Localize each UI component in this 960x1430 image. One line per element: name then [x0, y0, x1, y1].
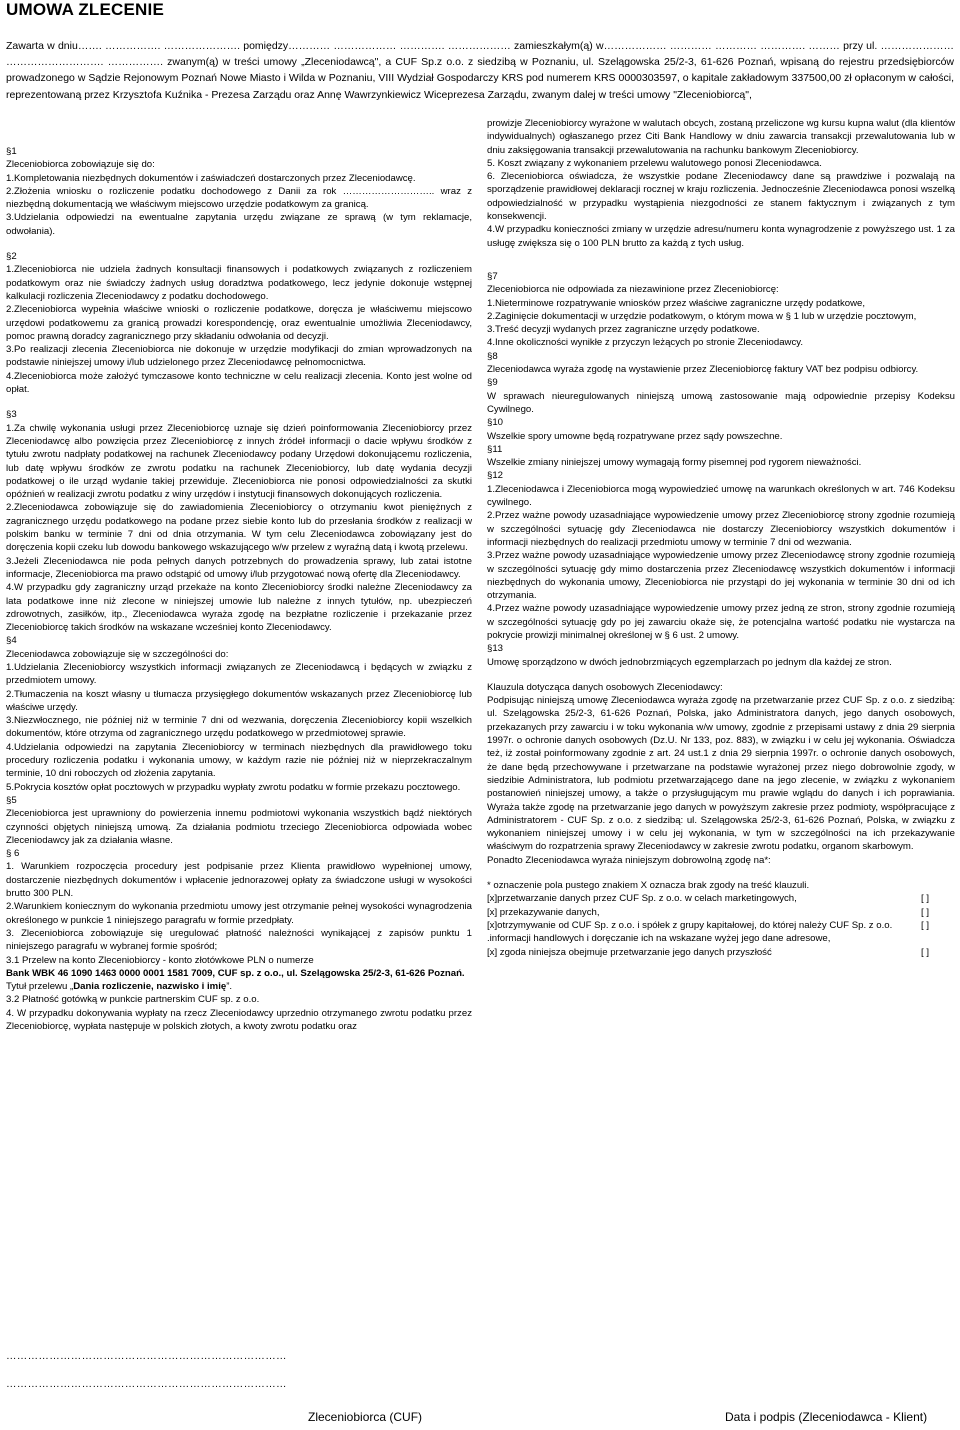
consent-note: * oznaczenie pola pustego znakiem X oznacza brak zgody na treść klauzuli.: [487, 880, 810, 892]
transfer-title-prefix: Tytuł przelewu „: [6, 981, 74, 993]
consent-label: [x]otrzymywanie od CUF Sp. z o.o. i spółek z grupy kapitałowej, do której należy CUF Sp. z o.o. .informacji handlowych i doręczanie ich na wskazane wyżej jego dane adresowe,: [487, 919, 893, 945]
section-heading-3: §3: [6, 409, 17, 421]
clause-text: Zleceniobiorca nie odpowiada za niezawinione przez Zleceniobiorcę:: [487, 284, 779, 296]
clause-text: 4.W przypadku konieczności zmiany w urzędzie adresu/numeru konta wynagrodzenie z powyższego ust. 1 za usługę zwiększa się o 100 PLN brutto za każdą z tych usług.: [487, 224, 955, 249]
clause-text: Umowę sporządzono w dwóch jednobrzmiących egzemplarzach po jednym dla każdej ze stron.: [487, 656, 892, 668]
clause-text: 3.Niezwłocznego, nie później niż w terminie 7 dni od wezwania, doręczenia Zleceniobiorcy kopii wszelkich dokumentów, które otrzyma od zagranicznego urzędu podatkowego w przedmiotowej sprawie.: [6, 715, 472, 740]
clause-text: 4.Przez ważne powody uzasadniające wypowiedzenie umowy przez jedną ze stron, strony zgodnie rozumieją w szczególności sytuację gdy po jej zawarciu okaże się, że potencjalna wartość podatku nie wystarcza na pokrycie prowizji minimalnej określonej w § 6 ust. 2 umowy.: [487, 603, 955, 641]
signature-label-contractor: Zleceniobiorca (CUF): [308, 1410, 423, 1424]
clause-text: 5. Koszt związany z wykonaniem przelewu walutowego ponosi Zleceniodawca.: [487, 157, 822, 169]
clause-text: 1.Nieterminowe rozpatrywanie wniosków przez właściwe zagraniczne urzędy podatkowe,: [487, 297, 866, 309]
clause-text: 4.Zleceniobiorca może założyć tymczasowe konto techniczne w celu realizacji zlecenia. Konto jest wolne od opłat.: [6, 370, 472, 396]
clause-text: Zleceniobiorca jest uprawniony do powierzenia innemu podmiotowi wykonania wszystkich bądź niektórych czynności objętych niniejszą umową. Za działania podmiotu trzeciego Zleceniobiorca odpowiada wobec Zleceniodawcy jak za działania własne.: [6, 808, 472, 846]
consent-checkbox[interactable]: [ ]: [921, 906, 929, 918]
clause-text: Zleceniobiorca zobowiązuje się do:: [6, 159, 155, 171]
privacy-clause-title: Klauzula dotycząca danych osobowych Zleceniodawcy:: [487, 681, 723, 693]
section-heading-11: §11: [487, 443, 503, 455]
clause-text: 2.Tłumaczenia na koszt własny u tłumacza przysięgłego dokumentów wskazanych przez Zleceniobiorcę lub właściwe urzędy.: [6, 688, 472, 713]
section-heading-10: §10: [487, 417, 504, 429]
transfer-title: [6, 980, 472, 993]
clause-text: 3.Po realizacji zlecenia Zleceniobiorca nie dokonuje w urzędzie modyfikacji do zmian wprowadzonych na podstawie niniejszej umowy i/lub udzielonego przez Zleceniodawcę pełnomocnictwa.: [6, 344, 472, 369]
section-heading-8: §8: [487, 350, 498, 362]
left-column: [6, 145, 472, 1033]
clause-text: W sprawach nieuregulowanych niniejszą umową zastosowanie mają odpowiednie przepisy Kodeksu Cywilnego.: [487, 390, 955, 415]
section-heading-12: §12: [487, 470, 504, 482]
consent-label: [x] zgoda niniejsza obejmuje przetwarzanie jego danych przyszłość: [487, 946, 772, 958]
clause-text: 4.Udzielania odpowiedzi na zapytania Zleceniobiorcy w terminach niezbędnych dla prawidłowego toku procedury rozliczenia podatku i wykonania umowy, w każdym razie nie później niż w nieprzekraczalnym terminie, 10 dni roboczych od złożenia zapytania.: [6, 741, 472, 780]
section-heading-4: §4: [6, 635, 17, 647]
consent-checkbox[interactable]: [ ]: [921, 946, 929, 958]
transfer-title-value: Dania rozliczenie, nazwisko i imię: [73, 981, 227, 993]
consent-intro: Ponadto Zleceniodawca wyraża niniejszym dobrowolną zgodę na*:: [487, 854, 771, 866]
consent-label: [x] przekazywanie danych,: [487, 906, 600, 918]
consent-item: [487, 906, 955, 919]
section-heading-7: §7: [487, 270, 498, 282]
right-column: [487, 117, 955, 959]
clause-text: 3.Udzielania odpowiedzi na ewentualne zapytania urzędu związane ze sprawą (w tym reklamacje, odwołania).: [6, 212, 472, 237]
document-title: UMOWA ZLECENIE: [6, 0, 164, 19]
consent-label: [x]przetwarzanie danych przez CUF Sp. z o.o. w celach marketingowych,: [487, 893, 797, 905]
clause-text: 6. Zleceniobiorca oświadcza, że wszystkie podane Zleceniodawcy dane są prawdziwe i pozwalają na sporządzenie prawidłowej deklaracji rocznej w kraju rozliczenia. Jednocześnie Zleceniodawca ponosi wszelką odpowiedzialność w przypadku wystąpienia niezgodności ze stanem faktycznym i związanych z tym konsekwencji.: [487, 171, 955, 223]
clause-text: 3. Zleceniobiorca zobowiązuje się uregulować płatność należności wynikającej z zapisów punktu 1 niniejszego paragrafu w wybranej formie spośród;: [6, 927, 472, 953]
clause-text: 3.Jeżeli Zleceniodawca nie poda pełnych danych potrzebnych do prowadzenia sprawy, lub zatai istotne informacje, Zleceniobiorca ma prawo odstąpić od umowy i/lub przygotować nową ofertę dla Zleceniodawcy.: [6, 555, 472, 580]
consent-item: [487, 892, 955, 905]
section-heading-9: §9: [487, 377, 498, 389]
clause-text: Wszelkie spory umowne będą rozpatrywane przez sądy powszechne.: [487, 430, 783, 442]
clause-text: 2.Złożenia wniosku o rozliczenie podatku dochodowego z Danii za rok ……………………….. wraz z niezbędną dokumentacją we właściwym miejscowo urzędzie podatkowym za granicą.: [6, 185, 472, 211]
clause-text: 3.1 Przelew na konto Zleceniobiorcy - konto złotówkowe PLN o numerze: [6, 954, 314, 966]
clause-text: 1. Warunkiem rozpoczęcia procedury jest podpisanie przez Klienta prawidłowo wypełnionej umowy, dostarczenie niezbędnych dokumentów i wpłacenie jednorazowej opłaty za świadczone usługi w wysokości brutto 300 PLN.: [6, 861, 472, 900]
clause-text: 2.Zaginięcie dokumentacji w urzędzie podatkowym, o którym mowa w § 1 lub w urzędzie pocztowym,: [487, 310, 917, 322]
clause-text: 1.Kompletowania niezbędnych dokumentów i zaświadczeń dostarczonych przez Zleceniodawcę.: [6, 172, 416, 184]
clause-text: 4. W przypadku dokonywania wypłaty na rzecz Zleceniodawcy uprzednio otrzymanego zwrotu podatku przez Zleceniobiorcę, wypłata następuje w polskich złotych, a kwoty zwrotu podatku oraz: [6, 1007, 472, 1032]
section-heading-13: §13: [487, 643, 504, 655]
consent-item: [487, 919, 955, 946]
privacy-clause-text: Podpisując niniejszą umowę Zleceniodawca wyraża zgodę na przetwarzanie przez CUF Sp. z o.o. z siedzibą: ul. Szelągowska 25/2-3, 61-626 Poznań, Polska, jako Administratora danych, jego danych osobowych, przekazanych przy zawarciu i w toku wykonania w/w umowy, zgodnie z przepisami ustawy z dnia 29 sierpnia 1997r. o ochronie danych osobowych (Dz.U. Nr 133, poz. 883), w związku i w celu jej wykonania. Oświadcza też, iż został poinformowany zgodnie z art. 24 ust.1 z dnia 29 sierpnia 1997r. o ochronie danych osobowych, że dane będą przechowywane i przetwarzane na podstawie wyrażonej przez niego dobrowolnie zgody, w siedzibie Administratora, lub podmiotu przetwarzającego dane na jego zlecenie, w związku z wykonaniem postanowień niniejszej umowy, a także o przysługującym mu prawie wglądu do danych i ich poprawiania. Wyraża także zgodę na przetwarzanie jego danych w powyższym zakresie przez podmioty, współpracujące z Administratorem - CUF Sp. z o.o. z siedzibą: ul. Szelągowska 25/2-3, 61-626 Poznań, Polska, w związku z wykonaniem niniejszej umowy i w celu jej wykonania, w tym w szczególności na ich przekazywanie właściwym do rozpatrzenia sprawy Zleceniodawcy w zakresie zwrotu podatku, organom skarbowym.: [487, 695, 955, 853]
clause-text: prowizje Zleceniobiorcy wyrażone w walutach obcych, zostaną przeliczone wg kursu kupna walut (dla klientów indywidualnych) ogłaszanego przez Citi Bank Handlowy w dniu zawarcia transakcji przewalutowania lub w dniu zaksięgowania transakcji przewalutowania na rachunku bankowym Zleceniobiorcy.: [487, 118, 955, 156]
clause-text: Zleceniodawca zobowiązuje się w szczególności do:: [6, 648, 229, 660]
section-heading-6: § 6: [6, 848, 20, 860]
signature-label-client: Data i podpis (Zleceniodawca - Klient): [725, 1410, 928, 1424]
consent-checkbox[interactable]: [ ]: [921, 919, 929, 931]
bank-account: Bank WBK 46 1090 1463 0000 0001 1581 7009, CUF sp. z o.o., ul. Szelągowska 25/2-3, 61-626 Poznań.: [6, 967, 465, 979]
clause-text: 2.Przez ważne powody uzasadniające wypowiedzenie umowy przez Zleceniobiorcę strony zgodnie rozumieją w szczególności sytuację gdy Zleceniodawca nie dostarczy Zleceniobiorcy wszystkich dokumentów i informacji niezbędnych do realizacji przedmiotu umowy w terminie 7 dni od wezwania.: [487, 510, 955, 548]
transfer-title-suffix: ”.: [226, 981, 233, 993]
clause-text: 2.Zleceniobiorca wypełnia właściwe wnioski o rozliczenie podatkowe, doręcza je właściwemu miejscowo urzędowi podatkowemu za granicą prowadzi korespondencję, oraz ewentualnie umożliwia Zleceniodawcy, pomoc prawną doradcy zagranicznego przy składaniu odwołania od decyzji.: [6, 304, 472, 342]
clause-text: 1.Zleceniodawca i Zleceniobiorca mogą wypowiedzieć umowę na warunkach określonych w art. 746 Kodeksu cywilnego.: [487, 483, 955, 509]
clause-text: 2.Zleceniodawca zobowiązuje się do zawiadomienia Zleceniobiorcy o otrzymaniu kwot pieniężnych z zagranicznego urzędu podatkowego na podane przez siebie konto lub do przesłania środków z realizacji w polskim banku w terminie 7 dni od dnia otrzymania. W tym celu Zleceniodawca zobowiązany jest do doręczenia kopii czeku lub dowodu bankowego wskazującego w/w przelew z wyraźną datą i kwotą przelewu.: [6, 502, 472, 554]
section-heading-1: §1: [6, 146, 17, 157]
clause-text: 4.W przypadku gdy zagraniczny urząd przekaże na konto Zleceniobiorcy środki należne Zleceniodawcy za lata podatkowe inne niż zlecone w niniejszej umowie lub należne z innych tytułów, np. ubezpieczeń zdrowotnych, zasiłków, itp., Zleceniodawca wyraża zgodę na bezpłatne rozliczenie i przekazanie przez Zleceniobiorcę takich środków na wskazane wcześniej konto Zleceniodawcy.: [6, 582, 472, 634]
clause-text: 1.Zleceniobiorca nie udziela żadnych konsultacji finansowych i podatkowych związanych z rozliczeniem podatkowym oraz nie świadczy żadnych usług doradztwa podatkowego, lecz jedynie dokonuje wstępnej kalkulacji rozliczenia Zleceniodawcy z podatku dochodowego.: [6, 264, 472, 302]
clause-text: Zleceniodawca wyraża zgodę na wystawienie przez Zleceniobiorcę faktury VAT bez podpisu odbiorcy.: [487, 364, 919, 376]
clause-text: 3.Przez ważne powody uzasadniające wypowiedzenie umowy przez Zleceniodawcę strony zgodnie rozumieją w szczególności sytuację gdy mimo dostarczenia przez Zleceniodawcę wszystkich dokumentów i informacji niezbędnych do wykonania umowy, Zleceniobiorca nie przystąpi do jej wykonania w terminie 30 dni od ich otrzymania.: [487, 550, 955, 602]
clause-text: 3.Treść decyzji wydanych przez zagraniczne urzędy podatkowe.: [487, 324, 760, 336]
signature-line: ……………………………………………………………………: [6, 1378, 287, 1390]
consent-checkbox[interactable]: [ ]: [921, 893, 929, 905]
clause-text: 4.Inne okoliczności wynikłe z przyczyn leżących po stronie Zleceniodawcy.: [487, 337, 804, 349]
section-heading-5: §5: [6, 794, 17, 806]
clause-text: 3.2 Płatność gotówką w punkcie partnerskim CUF sp. z o.o.: [6, 994, 260, 1006]
clause-text: 2.Warunkiem koniecznym do wykonania przedmiotu umowy jest otrzymanie pełnej wysokości wynagrodzenia określonego w punkcie 1 niniejszego paragrafu w formie przedpłaty.: [6, 901, 472, 926]
signature-line: ……………………………………………………………………: [6, 1350, 287, 1362]
clause-text: Wszelkie zmiany niniejszej umowy wymagają formy pisemnej pod rygorem nieważności.: [487, 457, 862, 469]
section-heading-2: §2: [6, 251, 17, 263]
clause-text: 5.Pokrycia kosztów opłat pocztowych w przypadku wypłaty zwrotu podatku w formie przekazu pocztowego.: [6, 781, 461, 793]
clause-text: 1.Udzielania Zleceniobiorcy wszystkich informacji związanych ze Zleceniodawcą i będących w związku z przedmiotem umowy.: [6, 661, 472, 687]
contract-preamble: Zawarta w dniu……. ……………. …………………. pomiędzy………… ……………… …………. ……………… zamieszkałym(ą) w……………… ………… ………… …………. ……… przy ul. ………………… ………………………. ……………. zwanym(ą) w treści umowy „Zleceniodawcą", a CUF Sp.z o.o. z siedzibą w Poznaniu, ul. Szelągowska 25/2-3, 61-626 Poznań, wpisaną do rejestru przedsiębiorców prowadzonego w Sądzie Rejonowym Poznań Nowe Miasto i Wilda w Poznaniu, VIII Wydział Gospodarczy KRS pod numerem KRS 0000303597, o kapitale zakładowym 337500,00 zł opłaconym w całości, reprezentowaną przez Krzysztofa Kuźnika - Prezesa Zarządu oraz Annę Wawrzynkiewicz Wiceprezesa Zarządu, zwanym dalej w treści umowy "Zleceniobiorcą",: [6, 40, 954, 101]
clause-text: 1.Za chwilę wykonania usługi przez Zleceniobiorcę uznaje się dzień poinformowania Zleceniobiorcy przez Zleceniodawcę albo powzięcia przez Zleceniobiorcę z innych źródeł informacji o dacie wpływu środków z tytułu zwrotu nadpłaty podatkowej na rachunek Zleceniodawcy podany Urzędowi dokonującemu rozliczenia, lub datę wpływu środków ze zwrotu podatku na rachunek Zleceniobiorcy, lub datę wydania decyzji podatkowej o ile urząd wydanie takiej przewiduje. Zleceniobiorca nie ponosi odpowiedzialności za skutki opóźnień w realizacji zwrotu podatku z winy urzędów i instytucji finansowych dokonujących rozliczenia.: [6, 422, 472, 501]
consent-item: [487, 946, 955, 959]
